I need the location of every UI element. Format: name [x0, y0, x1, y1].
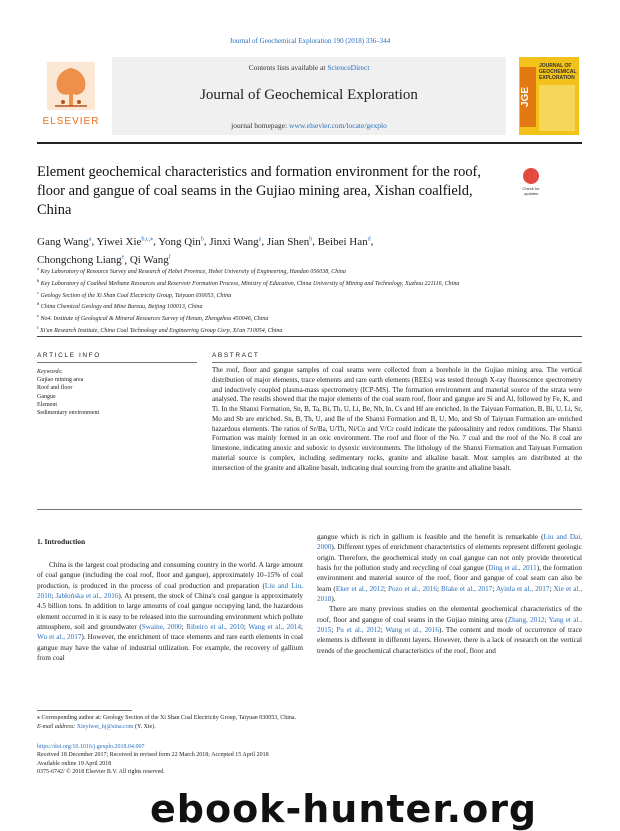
body-text: ). Different types of enrichment characteristics of elements represent different geologic origin. Therefore, the geochemical study on coal gangue can not only provide theoretical basis for the pollution study and recycling of coal gangue (	[317, 543, 582, 573]
elsevier-logo[interactable]	[37, 60, 105, 132]
citation-link[interactable]: Swaine, 2000	[141, 623, 182, 632]
author-affiliation-marker[interactable]: b,c,⁎	[141, 236, 154, 242]
footnote-divider	[37, 710, 132, 711]
keyword: Element	[37, 401, 57, 408]
abstract-divider	[212, 362, 582, 363]
author-name: Yong Qin	[158, 235, 201, 248]
affiliation-divider	[37, 336, 582, 337]
citation-link[interactable]: Ribeiro et al., 2010	[186, 623, 244, 632]
intro-paragraph	[317, 532, 582, 604]
author-name: Jinxi Wang	[209, 235, 259, 248]
citation-link[interactable]: Xie et al., 2018	[317, 584, 583, 604]
homepage-link[interactable]: www.elsevier.com/locate/gexplo	[289, 121, 387, 130]
cover-abbrev: JGE	[520, 67, 536, 127]
cover-line: JOURNAL OF	[539, 63, 572, 69]
check-updates-icon	[523, 168, 539, 184]
paper-title: Element geochemical characteristics and formation environment for the roof, floor and gangue of coal seams in the Gujiao mining area, Xishan coalfield, China	[37, 164, 481, 218]
body-text: ;	[544, 615, 549, 624]
citation-link[interactable]: Pu et al., 2012	[336, 626, 381, 635]
affiliation-text: Xi'an Research Institute, China Coal Technology and Engineering Group Corp, Xi'an 710054, China	[40, 327, 283, 334]
author-affiliation-marker[interactable]: a	[258, 236, 262, 242]
journal-cover-thumbnail[interactable]	[519, 57, 579, 135]
body-text: ). At present, the stock of China's coal gangue is approximately 4.5 billion tons. In addition to large amounts of coal gangue occupying land, the hazardous element occurred in it is easy to be released into the surrounding environment which pollute atmosphere, soil and groundwater (	[37, 592, 303, 632]
available-online: Available online 19 April 2018	[37, 760, 112, 767]
keywords-heading: Keywords:	[37, 369, 63, 375]
citation-link[interactable]: Ayinla et al., 2017	[496, 584, 550, 593]
email-link[interactable]: Xieyiwei_hj@sina.com	[76, 723, 134, 730]
citation-link[interactable]: Liu and Liu, 2010	[37, 581, 304, 601]
citation-link[interactable]: Wang et al., 2016	[385, 626, 439, 635]
citation-link[interactable]: Jabłońska et al., 2016	[55, 592, 119, 601]
author[interactable]	[209, 236, 261, 248]
publisher-name: ELSEVIER	[42, 116, 100, 127]
affiliation-key: f	[37, 324, 39, 330]
intro-left-column	[37, 560, 303, 663]
citation-link[interactable]: Pozo et al., 2016	[388, 584, 437, 593]
check-label-line: Check for	[522, 186, 540, 191]
abstract-text: The roof, floor and gangue samples of coal seams were collected from a borehole in the Gujiao mining area. The vertical distribution of major elements, trace elements and rare earth elements (REEs) was tested through X-ray fluorescence spectrometry and inductively coupled plasma-mass spectrometry (ICP-MS). The formation environment and material source of the strata were analysed. The results showed that the major elements of the coal seam roof, floor and gangue are Si and Al, followed by Fe, K, and Ti. In the Shanxi Formation, Sn, B, Ta, Bi, Th, U, Li, Be, Nb, In, Cs and Hf are enriched. In the Taiyuan Formation, B, Bi, U, Li, Sr, Mo and Sb are enriched. Sn, B, Th, U, and Be of the Shanxi Formation and B, U, Mo, and Sb of Taiyuan Formation are enriched hazardous elements. The ratios of Sr/Ba, U/Th, Ni/Co and V/Cr could indicate the paleosalinity and redox conditions. The Shanxi Formation was mainly formed in an oxic environment. The roof and floor of the No. 7 coal and the roof of the No. 8 coal are limestone, indicating anoxic and suboxic to dysoxic environments. The lithology of the Shanxi Formation and Taiyuan Formation material source is complex, including sedimentary rocks, granite and alkaline basalt. Most samples are distributed at the intersection of the granite and alkaline basalt, indicating dual sourcing from the granite and alkaline basalt.	[212, 366, 582, 472]
affiliation-text: No4. Institute of Geological & Mineral Resources Survey of Henan, Zhengzhou 450046, China	[40, 316, 269, 323]
elsevier-tree-icon	[47, 62, 95, 110]
check-label-line: updates	[523, 191, 539, 196]
body-text: ;	[436, 584, 442, 593]
affiliation-key: a	[37, 266, 39, 271]
copyright: 0375-6742/ © 2018 Elsevier B.V. All rights reserved.	[37, 768, 165, 775]
journal-header	[112, 57, 506, 135]
abstract-heading: ABSTRACT	[212, 352, 260, 359]
body-text: ). However, the enrichment of trace elements and rare earth elements in coal gangue may have the value of industrial utilization. For example, the recovery of gallium from coal	[37, 633, 303, 663]
author[interactable]	[97, 236, 154, 248]
author-name: Yiwei Xie	[96, 235, 142, 248]
cover-line: GEOCHEMICAL	[539, 69, 577, 75]
citation-link[interactable]: Zhang, 2012	[507, 615, 545, 624]
body-text: ).	[331, 595, 336, 604]
footnote	[37, 714, 582, 731]
body-text: ;	[492, 584, 497, 593]
check-for-updates-button[interactable]	[518, 168, 544, 200]
affiliation	[37, 312, 582, 324]
author-affiliation-marker[interactable]: b	[200, 236, 204, 242]
body-text: ). The content and mode of occurrence of trace elements is different in different layers. However, there is a lack of research on the vertical trends of the geochemical characteristics of the roof, floor and	[317, 626, 582, 655]
affiliation-text: Key Laboratory of Coalbed Methane Resources and Reservoir Formation Process, Ministry of Education, China University of Mining and Technology, Xuzhou 221116, China	[40, 280, 460, 287]
author-name: Qi Wang	[129, 254, 169, 267]
body-text: gangue which is rich in gallium is feasible and the benefit is remarkable (	[317, 533, 544, 541]
citation-link[interactable]: Ding et al., 2011	[488, 564, 537, 573]
citation-link[interactable]: Eker et al., 2012	[335, 584, 384, 593]
author[interactable]	[318, 236, 371, 248]
author-affiliation-marker[interactable]: e	[121, 254, 125, 261]
keyword: Gujiao mining area	[37, 377, 84, 384]
author-affiliation-marker[interactable]: d	[367, 236, 371, 242]
email-line	[37, 723, 582, 732]
author-list: Gang Wang$^a$, Yiwei Xie$^{b,c,⁎}$, Yong Qin$^b$, Jinxi Wang$^a$, Jian Shen$^b$, Beibei Han$^d$, Chongchong Liang$^e$, Qi Wang$^f$	[37, 235, 374, 267]
author-affiliation-marker[interactable]: b	[309, 236, 313, 242]
journal-title: Journal of Geochemical Exploration	[200, 87, 418, 103]
affiliation	[37, 265, 582, 277]
contents-prefix: Contents lists available at	[248, 63, 328, 72]
keyword: Roof and floor	[37, 385, 73, 392]
body-text: ;	[243, 623, 249, 632]
contents-line	[112, 63, 506, 72]
body-text: ;	[51, 592, 56, 601]
body-text: ;	[181, 623, 187, 632]
body-text: China is the largest coal producing and consuming country in the world. A large amount of coal gangue (including the coal roof, floor and gangue), approximately 10–15% of coal production, is produced in the process of coal production and preparation (	[37, 561, 303, 590]
citation-link[interactable]: Wang et al., 2014	[248, 623, 301, 632]
keyword: Gangue	[37, 393, 56, 400]
citation-link[interactable]: Liu and Dai, 2000	[317, 533, 582, 552]
author-name: Chongchong Liang	[37, 254, 122, 267]
body-text: ), the formation environment and material source of the roof, floor and gangue of coal seam can also be learn (	[317, 564, 582, 593]
citation-link[interactable]: Yang et al., 2015	[317, 615, 582, 635]
doi-link[interactable]: https://doi.org/10.1016/j.gexplo.2018.04.007	[37, 744, 145, 750]
sciencedirect-link[interactable]: ScienceDirect	[327, 63, 370, 72]
abstract-bottom-divider	[37, 509, 582, 510]
intro-right-column	[317, 532, 582, 656]
cover-title	[539, 63, 577, 81]
article-info-divider	[37, 362, 197, 363]
affiliation	[37, 300, 582, 312]
author-name: Beibei Han	[317, 235, 368, 248]
affiliation-key: c	[37, 289, 39, 295]
homepage-line	[112, 121, 506, 130]
citation-link[interactable]: Wu et al., 2017	[37, 633, 82, 642]
email-label: E-mail address:	[37, 723, 77, 730]
citation-link[interactable]: Blake et al., 2017	[441, 584, 493, 593]
author[interactable]	[267, 236, 312, 248]
intro-paragraph	[317, 604, 582, 656]
body-text: ;	[383, 584, 389, 593]
affiliation-text: Geology Section of the Xi Shan Coal Electricity Group, Taiyuan 030053, China	[40, 292, 232, 299]
watermark: ebook-hunter.org	[150, 787, 538, 831]
affiliation	[37, 289, 582, 301]
affiliation-text: China Chemical Geology and Mine Bureau, Beijing 100013, China	[40, 304, 203, 311]
section-heading-introduction: 1. Introduction	[37, 537, 86, 546]
author-name: Gang Wang	[37, 235, 89, 248]
author-affiliation-marker[interactable]: a	[88, 236, 92, 242]
affiliation	[37, 277, 582, 289]
journal-citation-link[interactable]: Journal of Geochemical Exploration 190 (2018) 336–344	[229, 37, 391, 45]
affiliation-key: d	[37, 301, 40, 307]
check-updates-label	[518, 186, 544, 196]
author[interactable]	[37, 236, 91, 248]
article-info-heading: ARTICLE INFO	[37, 352, 101, 359]
body-text: ;	[331, 626, 337, 635]
author[interactable]	[158, 236, 204, 248]
affiliation-key: e	[37, 313, 39, 319]
author-affiliation-marker[interactable]: f	[168, 254, 171, 261]
header-divider	[37, 142, 582, 144]
author-name: Jian Shen	[266, 235, 310, 248]
received-dates: Received 18 December 2017; Received in revised form 22 March 2018; Accepted 15 April 2018	[37, 752, 269, 759]
body-text: ;	[549, 584, 554, 593]
keywords-block	[37, 368, 197, 417]
keyword: Sedimentary environment	[37, 410, 100, 417]
body-text: There are many previous studies on the elemental geochemical characteristics of the roof, floor and gangue of coal seams in the Gujiao mining area (	[317, 605, 582, 624]
affiliation-text: Key Laboratory of Resource Survey and Research of Hebei Province, Hebei University of Engineering, Handan 056038, China	[40, 269, 346, 275]
cover-line: EXPLORATION	[539, 75, 575, 81]
email-suffix: (Y. Xie).	[133, 723, 156, 730]
affiliation-key: b	[37, 277, 40, 283]
publication-info	[37, 743, 437, 776]
corresponding-author-note: ⁎ Corresponding author at: Geology Section of the Xi Shan Coal Electricity Group, Taiyuan 030053, China.	[37, 715, 297, 721]
affiliation-list	[37, 265, 582, 336]
affiliation	[37, 324, 582, 336]
homepage-prefix: journal homepage:	[231, 121, 290, 130]
body-text: ;	[380, 626, 386, 635]
body-text: ;	[301, 623, 303, 632]
cover-art	[539, 85, 575, 131]
